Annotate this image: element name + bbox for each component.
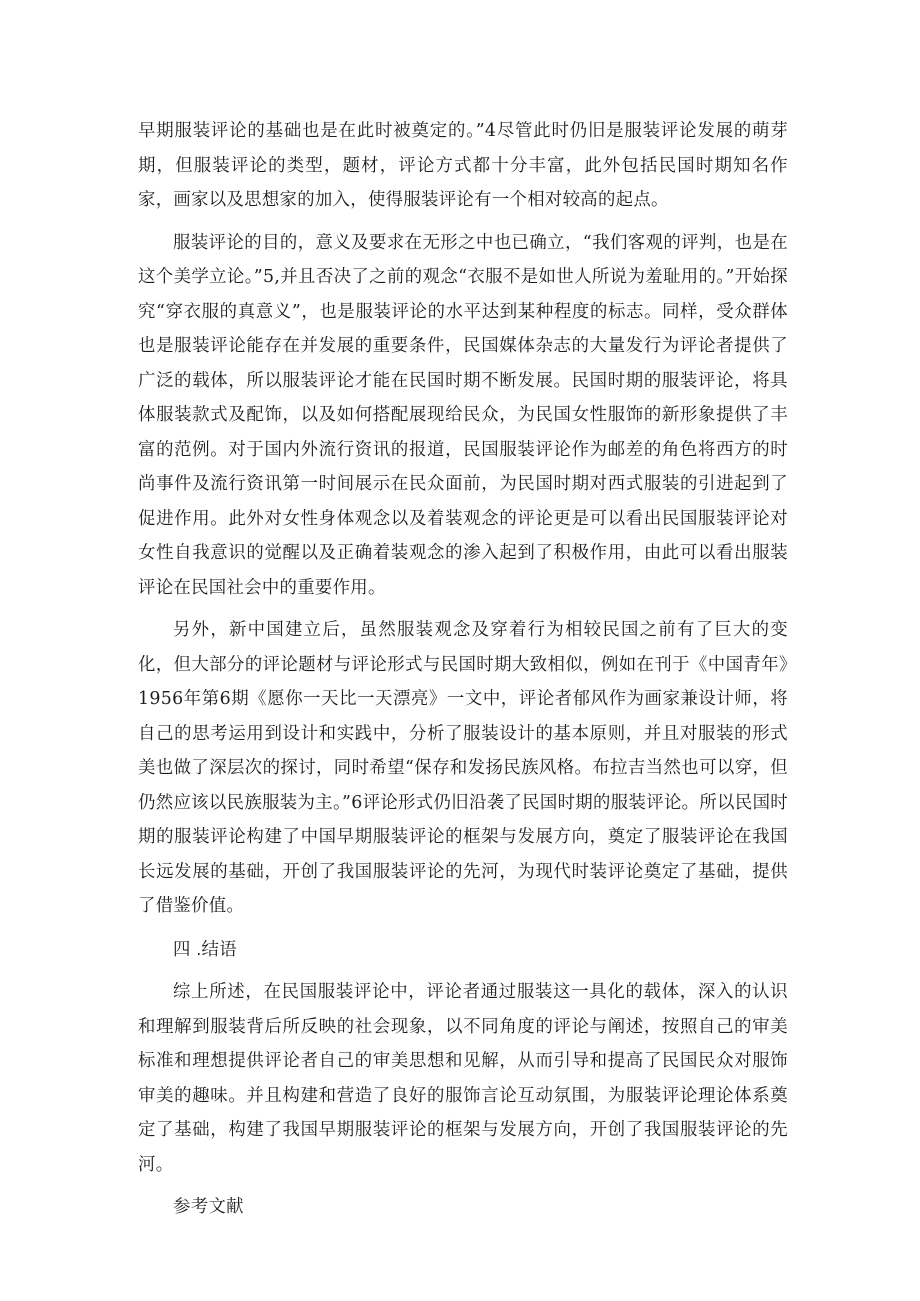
section-heading-conclusion — [138, 932, 788, 968]
paragraph-conclusion: 综上所述，在民国服装评论中，评论者通过服装这一具化的载体，深入的认识和理解到服装背后所反映的社会现象，以不同角度的评论与阐述，按照自己的审美标准和理想提供评论者自己的审美思想和见解，从而引导和提高了民国民众对服饰审美的趣味。并且构建和营造了良好的服饰言论互动氛围，为服装评论理论体系奠定了基础，构建了我国早期服装评论的框架与发展方向，开创了我国服装评论的先河。 — [138, 982, 788, 1175]
paragraph-purpose: 服装评论的目的，意义及要求在无形之中也已确立，“我们客观的评判，也是在这个美学立论。”5,并且否决了之前的观念“衣服不是如世人所说为羞耻用的。”开始探究“穿衣服的真意义”，也是服装评论的水平达到某种程度的标志。同样，受众群体也是服装评论能存在并发展的重要条件，民国媒体杂志的大量发行为评论者提供了广泛的载体，所以服装评论才能在民国时期不断发展。民国时期的服装评论，将具体服装款式及配饰，以及如何搭配展现给民众，为民国女性服饰的新形象提供了丰富的范例。对于国内外流行资讯的报道，民国服装评论作为邮差的角色将西方的时尚事件及流行资讯第一时间展示在民众面前，为民国时期对西式服装的引进起到了促进作用。此外对女性身体观念以及着装观念的评论更是可以看出民国服装评论对女性自我意识的觉醒以及正确着装观念的渗入起到了积极作用，由此可以看出服装评论在民国社会中的重要作用。 — [138, 232, 788, 598]
section-title: 结语 — [201, 939, 237, 960]
section-dot: . — [196, 938, 202, 959]
section-number: 四 — [173, 939, 197, 960]
document-body — [138, 114, 788, 1233]
references-heading: 参考文献 — [173, 1197, 244, 1217]
paragraph-new-china: 另外，新中国建立后，虽然服装观念及穿着行为相较民国之前有了巨大的变化，但大部分的评论题材与评论形式与民国时期大致相似，例如在刊于《中国青年》1956年第6期《愿你一天比一天漂亮》一文中，评论者郁风作为画家兼设计师，将自己的思考运用到设计和实践中，分析了服装设计的基本原则，并且对服装的形式美也做了深层次的探讨，同时希望“保存和发扬民族风格。布拉吉当然也可以穿，但仍然应该以民族服装为主。”6评论形式仍旧沿袭了民国时期的服装评论。所以民国时期的服装评论构建了中国早期服装评论的框架与发展方向，奠定了服装评论在我国长远发展的基础，开创了我国服装评论的先河，为现代时装评论奠定了基础，提供了借鉴价值。 — [138, 620, 788, 916]
paragraph-continuation: 早期服装评论的基础也是在此时被奠定的。”4尽管此时仍旧是服装评论发展的萌芽期，但服装评论的类型，题材，评论方式都十分丰富，此外包括民国时期知名作家，画家以及思想家的加入，使得服装评论有一个相对较高的起点。 — [138, 121, 788, 210]
